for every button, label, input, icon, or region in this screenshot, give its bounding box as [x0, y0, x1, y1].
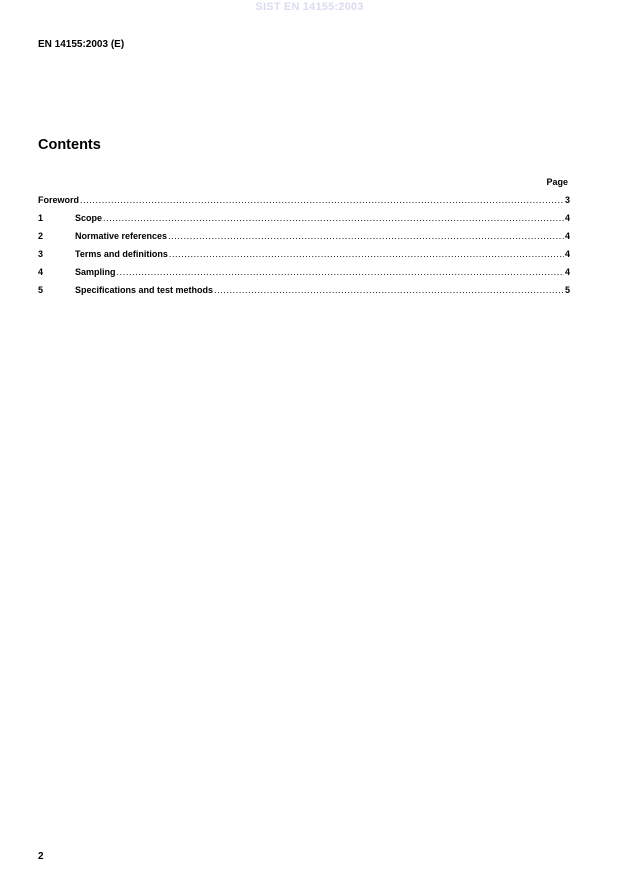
toc-entry-normative-references[interactable] — [38, 231, 570, 249]
toc-entry-page: 4 — [564, 231, 570, 241]
toc-entry-title: Scope — [75, 213, 103, 223]
watermark: SIST EN 14155:2003 — [255, 1, 364, 13]
toc-entry-sampling[interactable] — [38, 267, 570, 285]
toc-entry-title: Sampling — [75, 267, 116, 277]
toc-entry-title: Specifications and test methods — [75, 285, 214, 295]
toc-entry-specifications-and-test-methods[interactable] — [38, 285, 570, 303]
toc-entry-number: 4 — [38, 267, 44, 277]
toc-dot-leader — [103, 213, 564, 223]
toc-entry-number: 3 — [38, 249, 44, 259]
toc-entry-number: 5 — [38, 285, 44, 295]
toc-entry-page: 3 — [564, 195, 570, 205]
toc-dot-leader — [169, 249, 564, 259]
toc-entry-page: 4 — [564, 213, 570, 223]
toc-dot-leader — [214, 285, 564, 295]
toc-entry-title: Terms and definitions — [75, 249, 168, 259]
toc-dot-leader — [80, 195, 564, 205]
page-column-label: Page — [546, 177, 568, 187]
toc-dot-leader — [117, 267, 564, 277]
toc-entry-number: 1 — [38, 213, 44, 223]
toc-entry-title: Foreword — [38, 195, 80, 205]
toc-entry-number: 2 — [38, 231, 44, 241]
toc-entry-page: 4 — [564, 249, 570, 259]
table-of-contents — [38, 195, 570, 303]
toc-entry-page: 4 — [564, 267, 570, 277]
toc-entry-foreword[interactable] — [38, 195, 570, 213]
toc-entry-scope[interactable] — [38, 213, 570, 231]
page-number: 2 — [38, 851, 44, 862]
contents-heading: Contents — [38, 137, 101, 153]
toc-entry-title: Normative references — [75, 231, 168, 241]
toc-entry-page: 5 — [564, 285, 570, 295]
document-identifier: EN 14155:2003 (E) — [38, 39, 125, 50]
toc-entry-terms-and-definitions[interactable] — [38, 249, 570, 267]
toc-dot-leader — [168, 231, 564, 241]
